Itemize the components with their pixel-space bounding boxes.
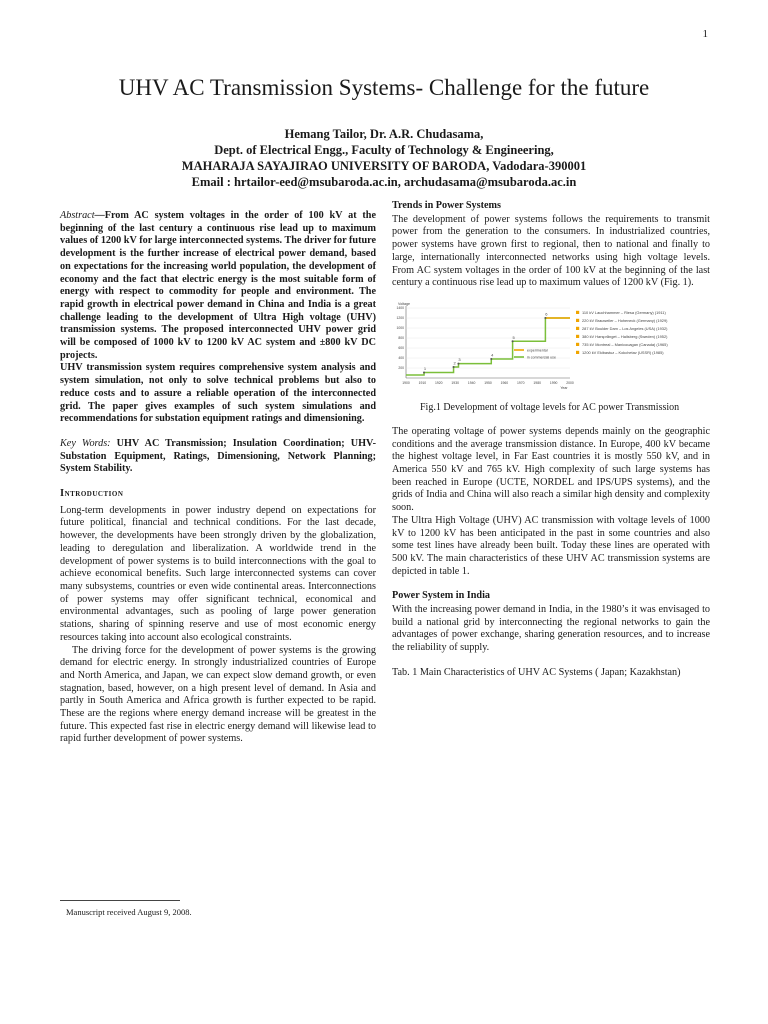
x-tick-label: 1980 [533, 380, 541, 385]
trends-paragraph-1: The development of power systems follows the requirements to transmit power from the generation to the consumers. In industrialized countries, power systems have grown first to regional, then to national and finally to large, internationally interconnected networks using high voltage levels. From AC system voltages in the order of 100 kV at the beginning of the last century a continuous rise lead up to maximum values of 1200 kV (Fig. 1). [392, 213, 710, 289]
trends-paragraph-3: The Ultra High Voltage (UHV) AC transmission with voltage levels of 1000 kV to 1200 kV has been anticipated in the past in some countries and also some test lines have already been built. Today these lines are operated with 500 kV. The main characteristics of these UHV AC transmission systems are depicted in table 1. [392, 514, 710, 577]
abstract-text: From AC system voltages in the order of 100 kV at the beginning of the last century a continuous rise lead up to maximum values of 1200 kV for large interconnected systems. The driver for future development is the further increase of electrical power demand, based on expectations for the increasing world population, the development of economy and the fact that electric energy is the most suitable form of energy with respect to commodity for people and environment. The rapid growth in electrical power demand in China and India is a great challenge leading to the development of Ultra High voltage (UHV) transmission systems. The proposed interconnected UHV power grid will be composed of 1000 kV to 1200 kV AC system and ±800 kV DC projects. [60, 210, 376, 361]
milestone-point [457, 363, 459, 365]
x-tick-label: 1920 [435, 380, 443, 385]
milestone-bullet [576, 335, 579, 338]
milestone-point [544, 317, 546, 319]
keywords-text: UHV AC Transmission; Insulation Coordination; UHV-Substation Equipment, Ratings, Dimensioning, Network Planning; System Stability. [60, 437, 376, 475]
x-axis-label: Year [560, 385, 568, 390]
milestone-bullet [576, 311, 579, 314]
milestone-label: 110 kV Lauchhammer – Riesa (Germany) (1911) [582, 309, 666, 315]
footnote-divider [60, 900, 180, 901]
milestone-number: 5 [512, 334, 515, 340]
abstract-dash: — [94, 210, 105, 221]
milestone-point [490, 358, 492, 360]
abstract [60, 210, 376, 362]
author-department: Dept. of Electrical Engg., Faculty of Technology & Engineering, [214, 143, 554, 157]
x-tick-label: 1960 [500, 380, 509, 385]
x-tick-label: 1910 [418, 380, 427, 385]
figure-1 [392, 300, 710, 398]
table-1-caption: Tab. 1 Main Characteristics of UHV AC Systems ( Japan; Kazakhstan) [392, 666, 681, 678]
milestone-bullet [576, 327, 579, 330]
keywords-label: Key Words: [60, 437, 111, 449]
introduction-heading: Introduction [60, 488, 124, 500]
india-paragraph-1: With the increasing power demand in India, in the 1980’s it was envisaged to build a national grid by interconnecting the regional networks to gain the advantages of power exchange, sharing generation resources, and to increase the reliability of supply. [392, 604, 710, 654]
legend-label: in commercial use [527, 355, 556, 360]
x-tick-label: 2000 [566, 380, 574, 385]
paper-title: UHV AC Transmission Systems- Challenge for the future [118, 75, 650, 100]
x-tick-label: 1940 [467, 380, 476, 385]
milestone-number: 6 [545, 311, 548, 317]
x-tick-label: 1970 [517, 380, 525, 385]
keywords [60, 438, 376, 476]
milestone-point [512, 340, 514, 342]
author-names: Hemang Tailor, Dr. A.R. Chudasama, [284, 127, 484, 141]
x-tick-label: 1900 [402, 380, 410, 385]
y-tick-label: 400 [398, 356, 404, 361]
milestone-label: 735 kV Montreal – Manicouagan (Canada) (1965) [582, 341, 668, 347]
milestone-number: 2 [453, 360, 456, 366]
author-email: Email : hrtailor-eed@msubaroda.ac.in, archudasama@msubaroda.ac.in [191, 175, 577, 189]
voltage-development-chart [392, 300, 710, 398]
y-axis-label: Voltage [398, 301, 410, 306]
series-line [406, 318, 570, 375]
y-tick-label: 800 [398, 336, 404, 341]
x-tick-label: 1990 [549, 380, 558, 385]
y-tick-label: 1400 [396, 306, 404, 311]
y-tick-label: 1200 [396, 316, 404, 321]
milestone-label: 380 kV Harsprånget – Hallsberg (Sweden) (1952) [582, 333, 668, 339]
milestone-label: 220 kV Brauweiler – Hoheneck (Germany) (1929) [582, 317, 668, 323]
y-tick-label: 200 [398, 366, 404, 371]
page-number: 1 [702, 28, 708, 40]
milestone-number: 3 [458, 357, 461, 363]
milestone-number: 1 [423, 365, 427, 371]
india-heading: Power System in India [392, 590, 491, 602]
introduction-paragraph-1: Long-term developments in power industry depend on expectations for future political, financial and technical conditions. For the last decade, however, the developments have been strongly driven by the globalization, leading to deregulation and liberalization. A worldwide trend in the development of power systems is to build interconnections with the goal to achieve economical benefits. Such large interconnected systems can cover many subsystems, countries or even wide continental areas. Interconnections of power systems may offer significant technical, economical and environmental advantages, such as pooling of large power generation stations, sharing of spinning reserve and use of most economic energy resources taking into account also ecological constraints. [60, 504, 376, 643]
milestone-bullet [576, 351, 579, 354]
milestone-label: 287 kV Boulder Dam – Los Angeles (USA) (1932) [582, 325, 668, 331]
y-tick-label: 600 [398, 346, 404, 351]
figure-1-caption: Fig.1 Development of voltage levels for AC power Transmission [420, 401, 680, 413]
y-tick-label: 1000 [396, 326, 404, 331]
introduction-paragraph-2: The driving force for the development of power systems is the growing demand for electric energy. In strongly industrialized countries of Europe and North America, and Japan, we can expect slow demand growth, or even stagnation, based, however, on a high present level of demand. In Asia and partly in South America and Africa growth is further expected to be rapid. These are the regions where energy demand increase will be greatest in the future. This expected fast rise in electric energy demand will likewise lead to rapid further development of power systems. [60, 644, 376, 745]
author-block [0, 126, 768, 190]
abstract-label: Abstract [60, 210, 95, 221]
legend-label: experimental [527, 348, 548, 353]
milestone-bullet [576, 343, 579, 346]
right-column [392, 200, 710, 680]
milestone-point [453, 366, 455, 368]
footnote: Manuscript received August 9, 2008. [66, 907, 192, 917]
author-university: MAHARAJA SAYAJIRAO UNIVERSITY OF BARODA, Vadodara-390001 [181, 159, 587, 173]
milestone-label: 1200 kV Ekibastuz – Kokchetav (USSR) (1985) [582, 349, 664, 355]
milestone-point [423, 371, 425, 373]
left-column [60, 210, 376, 746]
x-tick-label: 1930 [451, 380, 459, 385]
abstract-continued: UHV transmission system requires comprehensive system analysis and system simulation, not only to solve technical problems but also to reduce costs and to assure a reliable operation of the interconnected grid. The paper gives examples of such system simulations and recommendations for substation equipment ratings and dimensioning. [60, 362, 376, 425]
trends-paragraph-2: The operating voltage of power systems depends mainly on the geographic conditions and the average transmission distance. In Europe, 400 kV became the highest voltage level, in Far East countries it is mostly 550 kV, and in America 550 kV and 765 kV. High complexity of such large systems has been reached in Europe (UCTE, NORDEL and IPS/UPS systems), and the grids of India and China will also reach a similar high density and complexity soon. [392, 425, 710, 514]
milestone-number: 4 [491, 352, 494, 358]
trends-heading: Trends in Power Systems [392, 200, 501, 211]
x-tick-label: 1950 [484, 380, 492, 385]
milestone-bullet [576, 319, 579, 322]
